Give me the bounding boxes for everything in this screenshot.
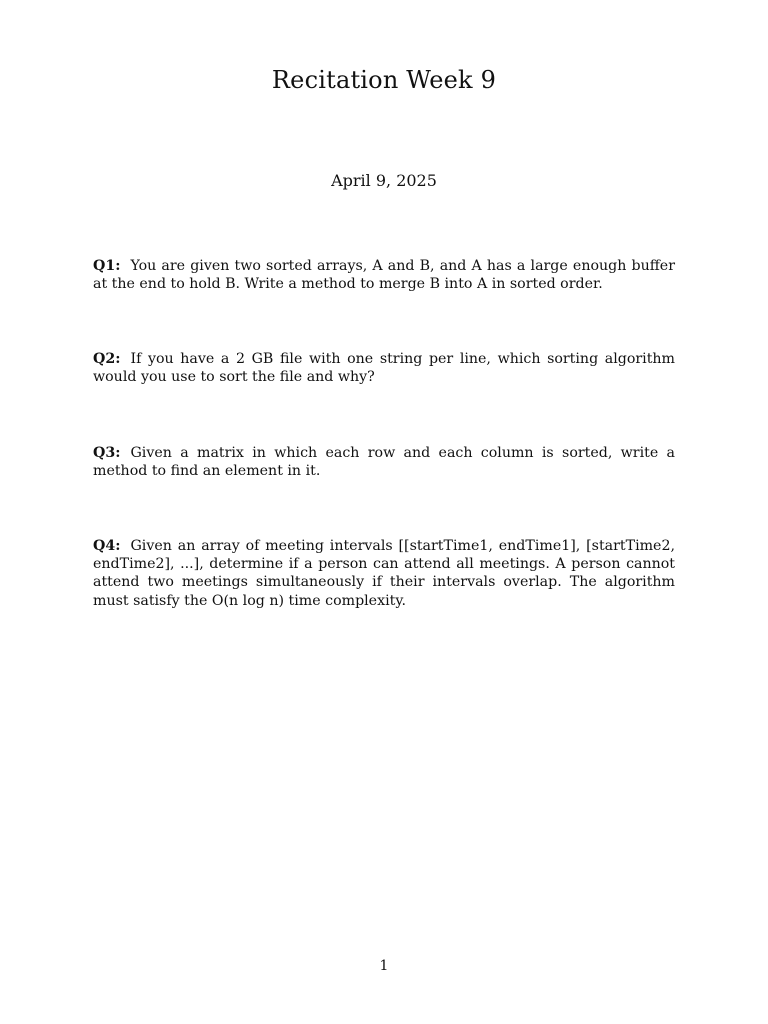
question-2-label: Q2:: [93, 351, 121, 367]
page-number: 1: [379, 958, 389, 974]
question-2: [93, 350, 675, 386]
question-3-label: Q3:: [93, 445, 121, 461]
question-3-text: Given a matrix in which each row and each column is sorted, write a method to find an element in it.: [93, 445, 675, 480]
question-4-label: Q4:: [93, 538, 121, 554]
question-1: [93, 257, 675, 293]
document-date: April 9, 2025: [331, 171, 437, 190]
question-2-text: If you have a 2 GB file with one string per line, which sorting algorithm would you use to sort the file and why?: [93, 351, 675, 386]
question-1-text: You are given two sorted arrays, A and B, and A has a large enough buffer at the end to hold B. Write a method to merge B into A in sorted order.: [93, 258, 675, 293]
question-3: [93, 444, 675, 480]
document-title: Recitation Week 9: [271, 66, 497, 94]
question-4: [93, 537, 675, 610]
question-1-label: Q1:: [93, 258, 121, 274]
question-4-text: Given an array of meeting intervals [[startTime1, endTime1], [startTime2, endTime2], ...], determine if a person can attend all meetings. A person cannot attend two meetings simultaneously if their intervals overlap. The algorithm must satisfy the O(n log n) time complexity.: [93, 538, 675, 609]
